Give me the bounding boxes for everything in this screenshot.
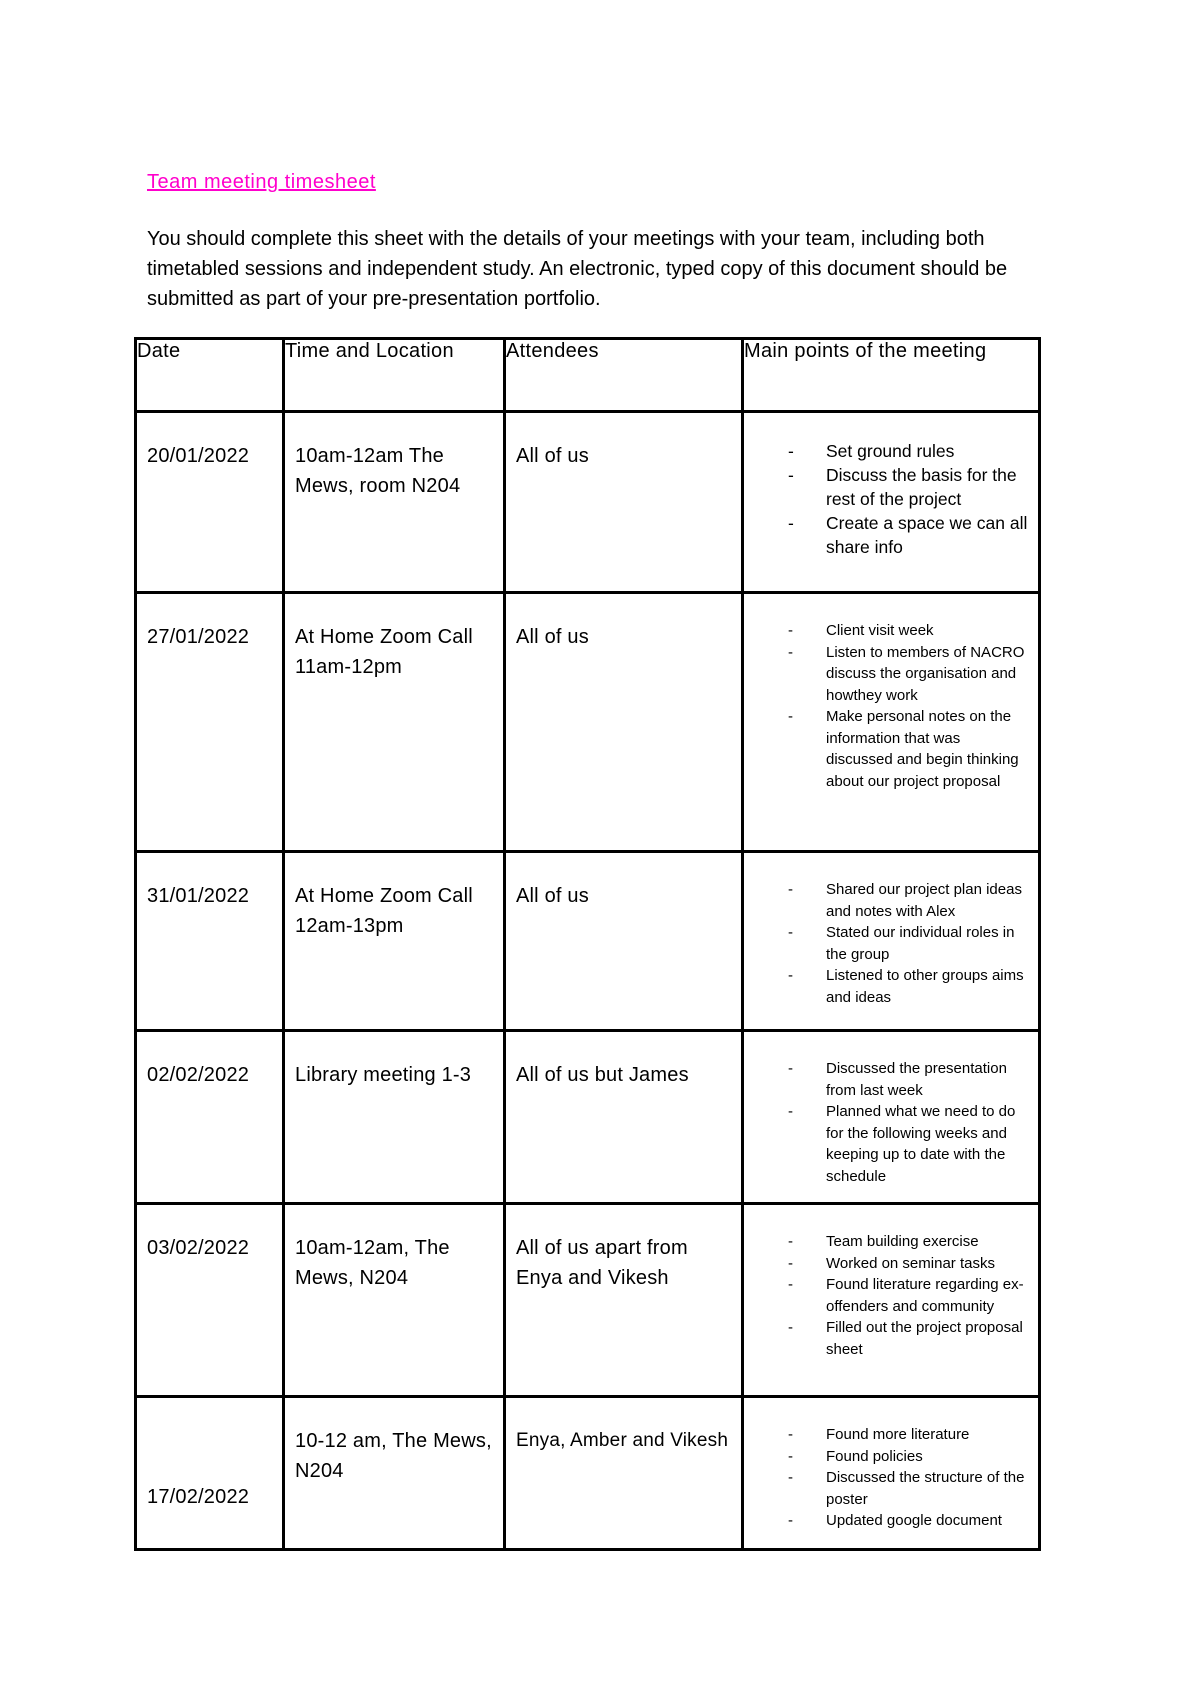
table-row xyxy=(136,1031,1040,1204)
header-date: Date xyxy=(136,339,284,412)
date-cell: 31/01/2022 xyxy=(136,852,284,1031)
list-item: - Discussed the structure of the poster xyxy=(788,1467,1030,1510)
list-item: - Shared our project plan ideas and notes with Alex xyxy=(788,879,1030,922)
date-cell: 20/01/2022 xyxy=(136,412,284,593)
time-location-cell: 10-12 am, The Mews, N204 xyxy=(284,1397,505,1550)
list-item: - Worked on seminar tasks xyxy=(788,1253,1030,1275)
list-item: - Listened to other groups aims and ideas xyxy=(788,965,1030,1008)
points-cell xyxy=(743,852,1040,1031)
list-item: - Listen to members of NACRO discuss the organisation and howthey work xyxy=(788,642,1030,707)
list-item: - Found policies xyxy=(788,1446,1030,1468)
points-cell xyxy=(743,593,1040,852)
list-item: - Updated google document xyxy=(788,1510,1030,1532)
table-row xyxy=(136,412,1040,593)
header-main-points: Main points of the meeting xyxy=(743,339,1040,412)
time-location-cell: At Home Zoom Call 11am-12pm xyxy=(284,593,505,852)
header-time-location: Time and Location xyxy=(284,339,505,412)
date-cell: 27/01/2022 xyxy=(136,593,284,852)
meeting-table xyxy=(134,337,1041,1551)
list-item: - Client visit week xyxy=(788,620,1030,642)
list-item: - Planned what we need to do for the following weeks and keeping up to date with the schedule xyxy=(788,1101,1030,1187)
list-item: - Make personal notes on the information that was discussed and begin thinking about our project proposal xyxy=(788,706,1030,792)
time-location-cell: 10am-12am, The Mews, N204 xyxy=(284,1204,505,1397)
points-cell xyxy=(743,412,1040,593)
list-item: - Found literature regarding ex-offenders and community xyxy=(788,1274,1030,1317)
intro-paragraph: You should complete this sheet with the details of your meetings with your team, including both timetabled sessions and independent study. An electronic, typed copy of this document should be submitted as part of your pre-presentation portfolio. xyxy=(147,228,1008,310)
list-item: - Create a space we can all share info xyxy=(788,511,1030,559)
list-item: - Stated our individual roles in the group xyxy=(788,922,1030,965)
table-row xyxy=(136,852,1040,1031)
attendees-cell: Enya, Amber and Vikesh xyxy=(505,1397,743,1550)
list-item: - Set ground rules xyxy=(788,439,1030,463)
time-location-cell: At Home Zoom Call 12am-13pm xyxy=(284,852,505,1031)
attendees-cell: All of us apart from Enya and Vikesh xyxy=(505,1204,743,1397)
list-item: - Discussed the presentation from last week xyxy=(788,1058,1030,1101)
points-cell xyxy=(743,1031,1040,1204)
table-row xyxy=(136,1397,1040,1550)
list-item: - Found more literature xyxy=(788,1424,1030,1446)
attendees-cell: All of us but James xyxy=(505,1031,743,1204)
date-cell: 02/02/2022 xyxy=(136,1031,284,1204)
header-attendees: Attendees xyxy=(505,339,743,412)
page-title: Team meeting timesheet xyxy=(147,171,376,193)
list-item: - Filled out the project proposal sheet xyxy=(788,1317,1030,1360)
date-cell: 03/02/2022 xyxy=(136,1204,284,1397)
time-location-cell: Library meeting 1-3 xyxy=(284,1031,505,1204)
table-header-row xyxy=(136,339,1040,412)
points-cell xyxy=(743,1204,1040,1397)
points-cell xyxy=(743,1397,1040,1550)
attendees-cell: All of us xyxy=(505,852,743,1031)
time-location-cell: 10am-12am The Mews, room N204 xyxy=(284,412,505,593)
table-row xyxy=(136,593,1040,852)
attendees-cell: All of us xyxy=(505,412,743,593)
list-item: - Team building exercise xyxy=(788,1231,1030,1253)
list-item: - Discuss the basis for the rest of the project xyxy=(788,463,1030,511)
attendees-cell: All of us xyxy=(505,593,743,852)
date-cell: 17/02/2022 xyxy=(136,1397,284,1550)
table-row xyxy=(136,1204,1040,1397)
